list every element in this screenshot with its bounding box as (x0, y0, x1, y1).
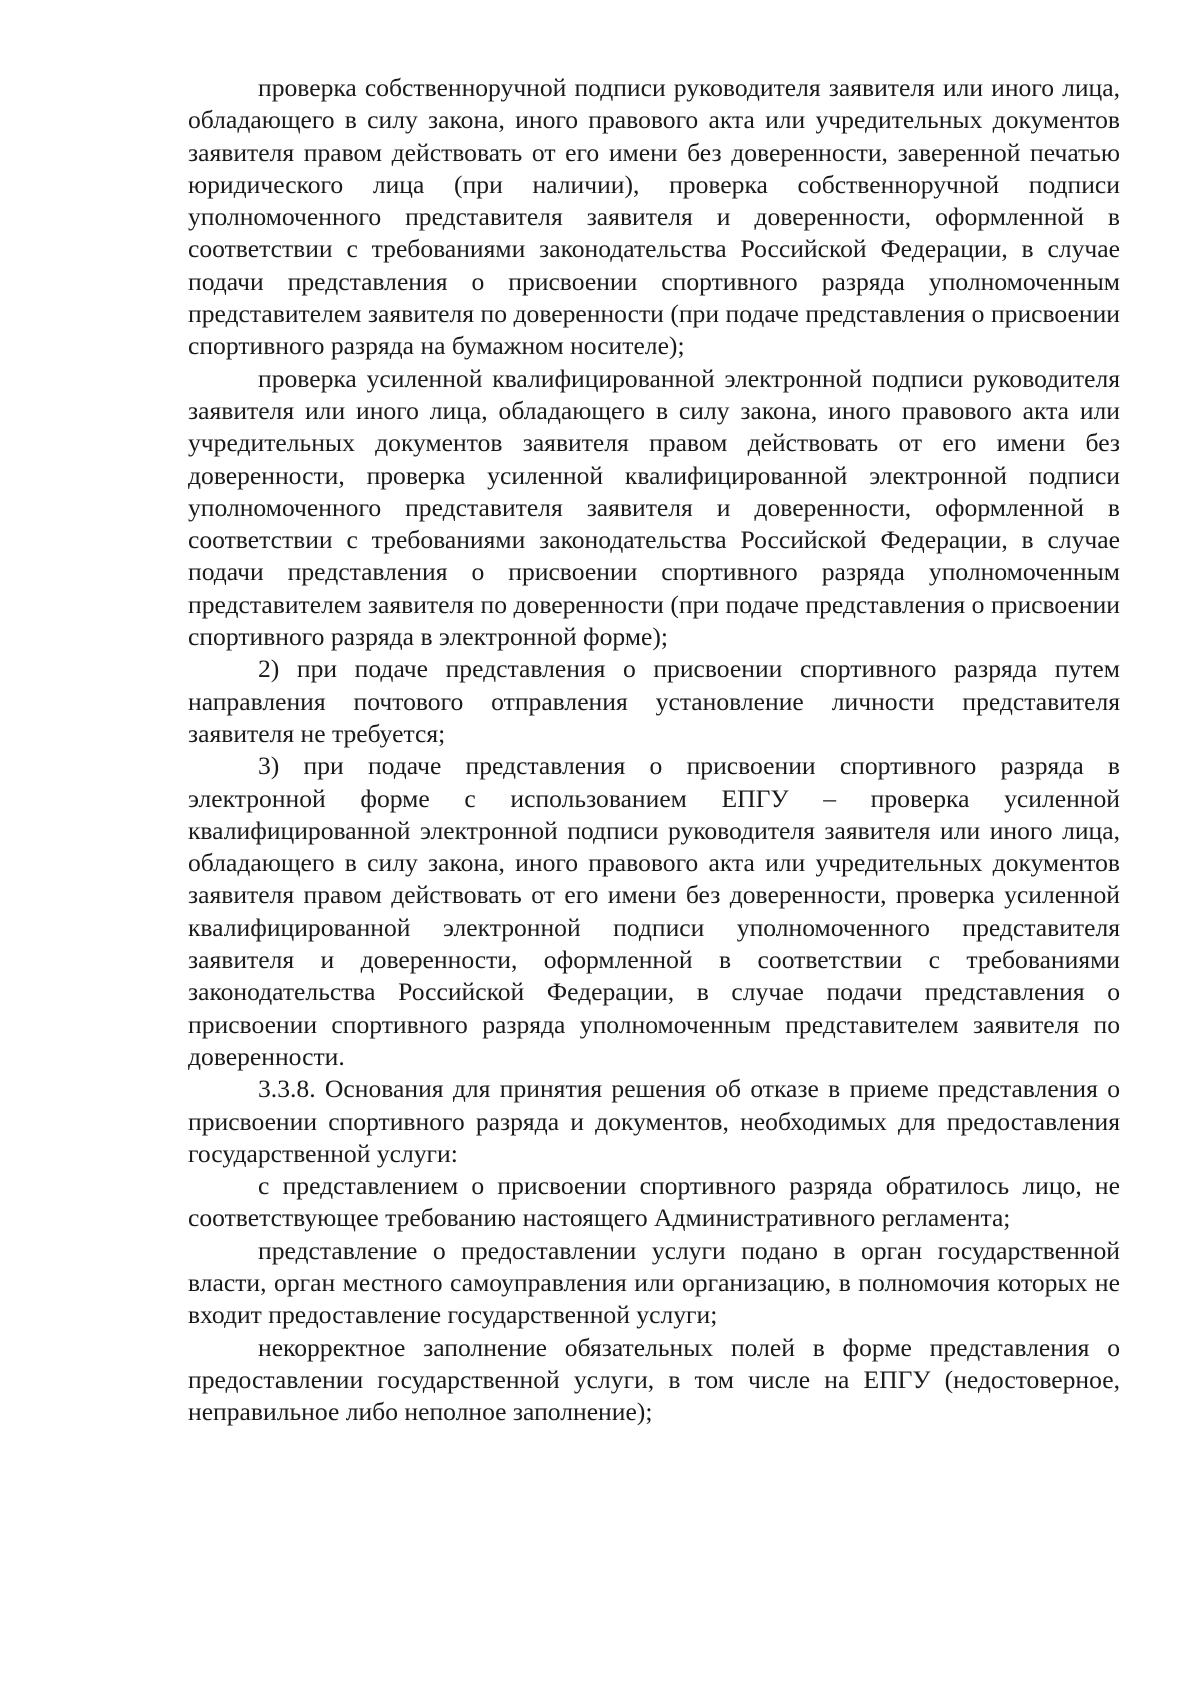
paragraph-epgu: 3) при подаче представления о присвоении спортивного разряда в электронной форме с использованием ЕПГУ – проверка усиленной квалифицированной электронной подписи руководителя заявителя или иного лица, обладающего в силу закона, иного правового акта или учредительных документов заявителя правом действовать от его имени без доверенности, проверка усиленной квалифицированной электронной подписи уполномоченного представителя заявителя и доверенности, оформленной в соответствии с требованиями законодательства Российской Федерации, в случае подачи представления о присвоении спортивного разряда уполномоченным представителем заявителя по доверенности. (188, 751, 1120, 1071)
paragraph-refusal-fields: некорректное заполнение обязательных полей в форме представления о предоставлении государственной услуги, в том числе на ЕПГУ (недостоверное, неправильное либо неполное заполнение); (188, 1332, 1120, 1427)
paragraph-refusal-authority: представление о предоставлении услуги подано в орган государственной власти, орган местного самоуправления или организацию, в полномочия которых не входит предоставление государственной услуги; (188, 1235, 1120, 1330)
document-page (188, 72, 1120, 1428)
paragraph-signature-electronic: проверка усиленной квалифицированной электронной подписи руководителя заявителя или иного лица, обладающего в силу закона, иного правового акта или учредительных документов заявителя правом действовать от его имени без доверенности, проверка усиленной квалифицированной электронной подписи уполномоченного представителя заявителя и доверенности, оформленной в соответствии с требованиями законодательства Российской Федерации, в случае подачи представления о присвоении спортивного разряда уполномоченным представителем заявителя по доверенности (при подаче представления о присвоении спортивного разряда в электронной форме); (188, 363, 1120, 652)
paragraph-section-3-3-8: 3.3.8. Основания для принятия решения об отказе в приеме представления о присвоении спортивного разряда и документов, необходимых для предоставления государственной услуги: (188, 1074, 1120, 1168)
paragraph-refusal-person: с представлением о присвоении спортивного разряда обратилось лицо, не соответствующее требованию настоящего Административного регламента; (188, 1171, 1120, 1233)
paragraph-signature-paper: проверка собственноручной подписи руководителя заявителя или иного лица, обладающего в силу закона, иного правового акта или учредительных документов заявителя правом действовать от его имени без доверенности, заверенной печатью юридического лица (при наличии), проверка собственноручной подписи уполномоченного представителя заявителя и доверенности, оформленной в соответствии с требованиями законодательства Российской Федерации, в случае подачи представления о присвоении спортивного разряда уполномоченным представителем заявителя по доверенности (при подаче представления о присвоении спортивного разряда на бумажном носителе); (188, 73, 1120, 361)
paragraph-postal: 2) при подаче представления о присвоении спортивного разряда путем направления почтового отправления установление личности представителя заявителя не требуется; (188, 654, 1120, 748)
